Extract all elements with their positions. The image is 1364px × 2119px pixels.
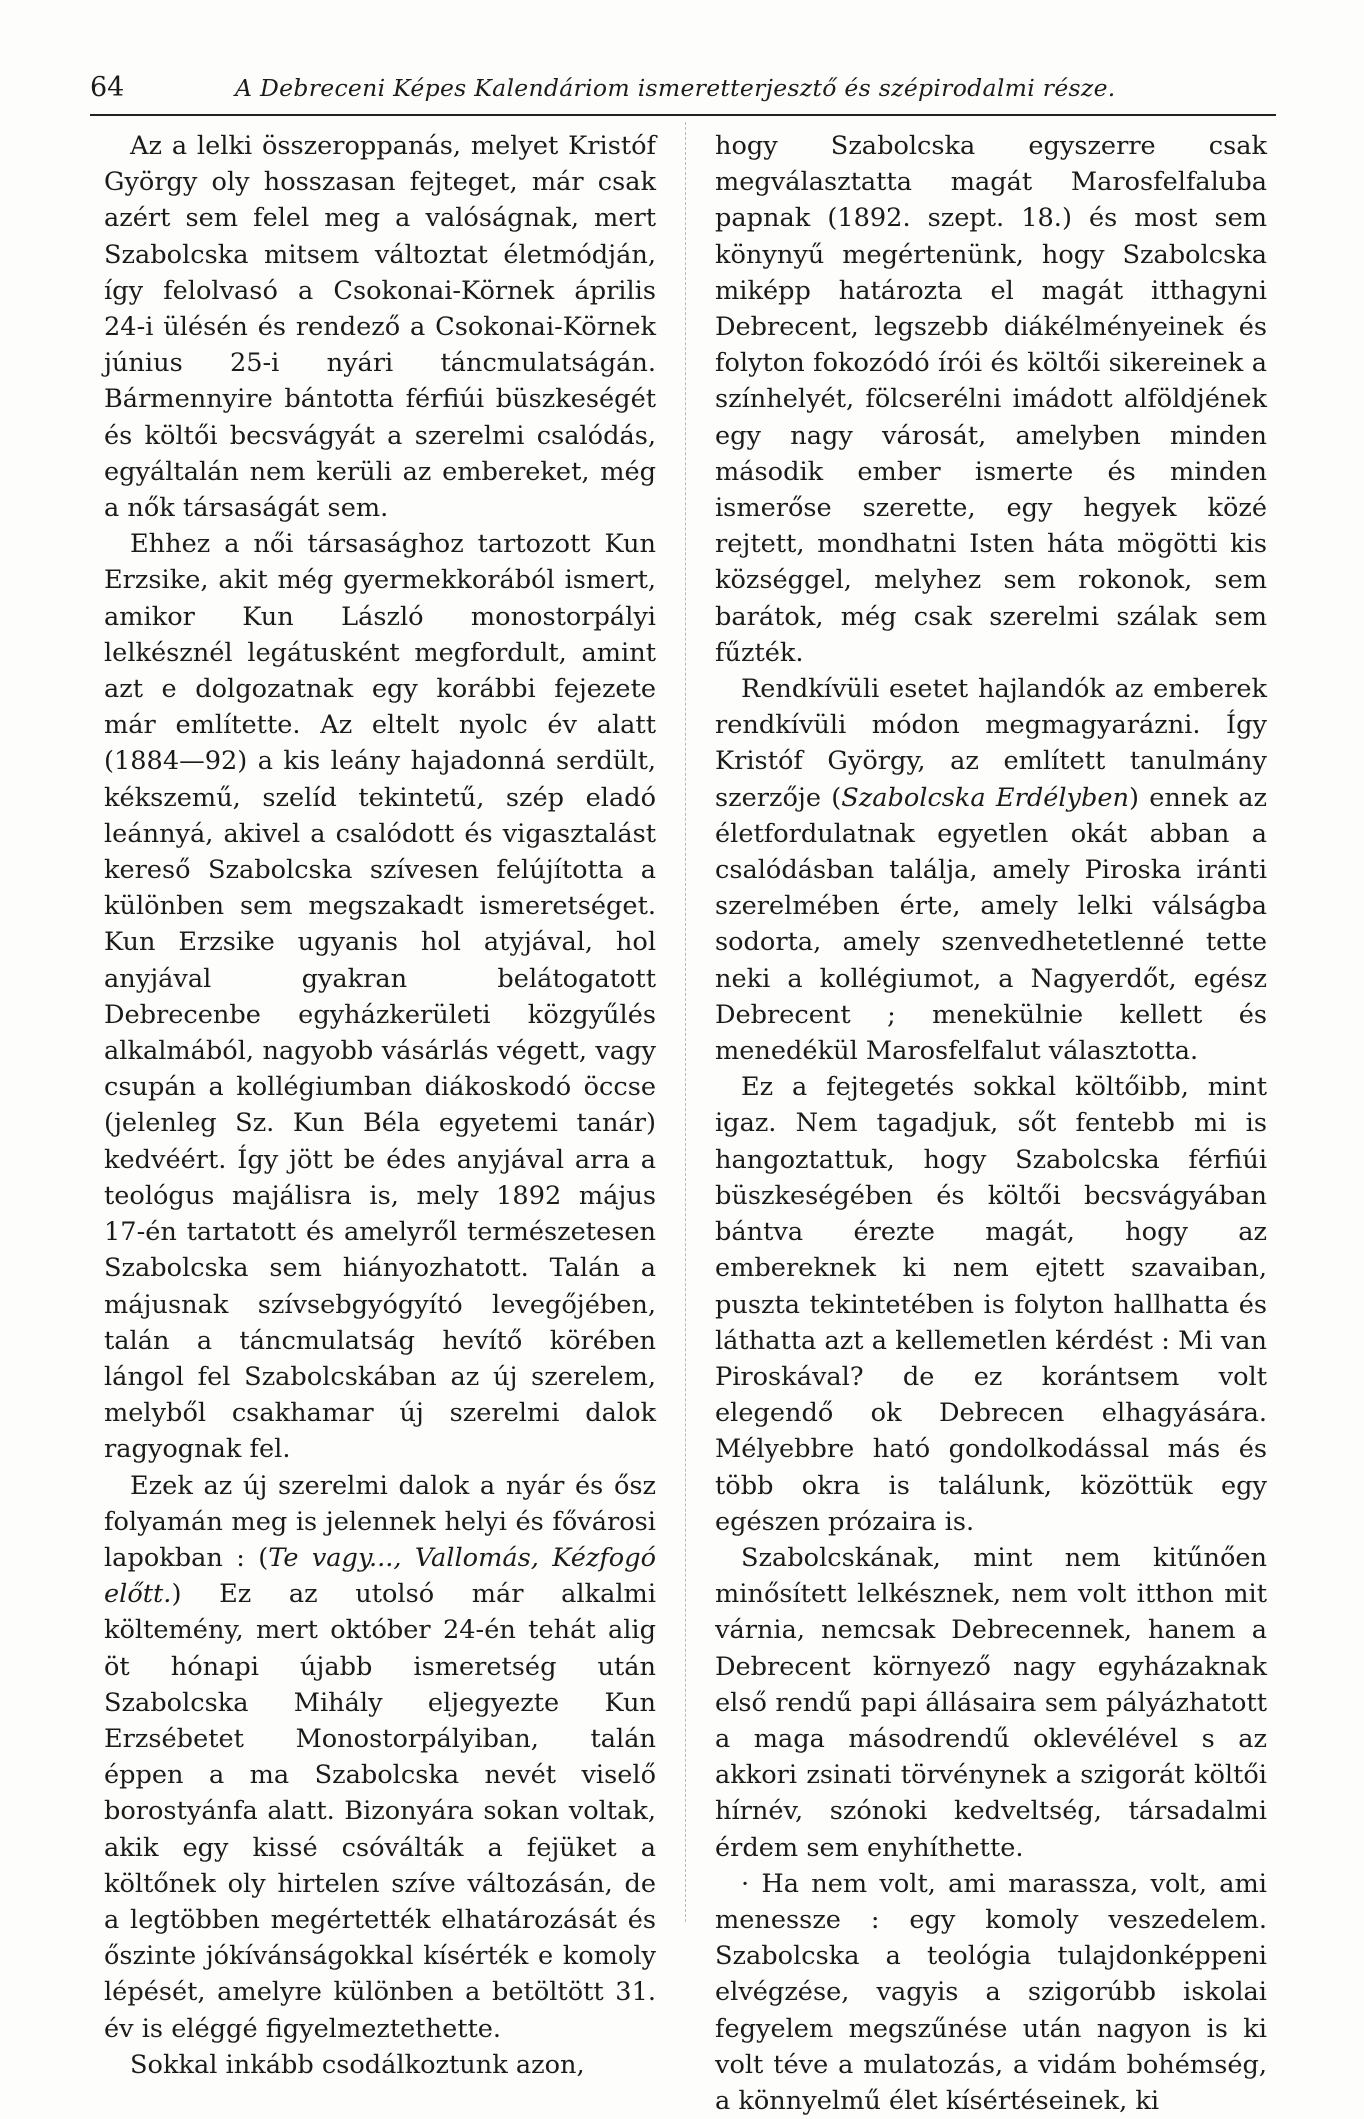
paragraph-text: Ezek az új szerelmi dalok a nyár és ősz folyamán meg is jelennek helyi és fővárosi lapokban : (: [104, 1470, 656, 1573]
paragraph-text: ) ennek az életfordulatnak egyetlen okát abban a csalódásban találja, amely Piroska iránti szerelmében érte, amely lelki válságba sodorta, amely szenvedhetetlenné tette neki a kollégiumot, a Nagyerdőt, egész Debrecent ; menekülnie kellett és menedékül Marosfelfalut választotta.: [715, 782, 1267, 1067]
paragraph: · Ha nem volt, ami marassza, volt, ami menessze : egy komoly veszedelem. Szabolcska a teológia tulajdonképpeni elvégzése, vagyis a szigorúbb iskolai fegyelem megszűnése után nagyon is ki volt téve a mulatozás, a vidám bohémség, a könnyelmű élet kísértéseinek, ki: [715, 1868, 1267, 2116]
italic-titles: Te vagy..., Vallomás, Kézfogó előtt.: [104, 1542, 657, 1610]
paragraph: Sokkal inkább csodálkoztunk azon,: [130, 2049, 585, 2080]
paragraph-text: ) Ez az utolsó már alkalmi költemény, mert október 24-én tehát alig öt hónapi újabb ismeretség után Szabolcska Mihály eljegyezte Kun Erzsébetet Monostorpályiban, talán éppen a ma Szabolcska nevét viselő borostyánfa alatt. Bizonyára sokan voltak, akik egy kissé csóválták a fejüket a költőnek oly hirtelen szíve változásán, de a legtöbben megértették elhatározását és őszinte jókívánságokkal kísérték e komoly lépését, amelyre különben a betöltött 31. év is eléggé figyelmeztethette.: [104, 1579, 656, 2044]
left-column: [104, 128, 657, 2080]
running-title: A Debreceni Képes Kalendáriom ismeretterjesztő és szépirodalmi része.: [235, 74, 1116, 102]
page-header: [90, 70, 1276, 116]
paragraph: [104, 1468, 656, 2047]
column-divider: [685, 122, 686, 1922]
paragraph: Az a lelki összeroppanás, melyet Kristóf György oly hosszasan fejteget, már csak azért sem felel meg a valóságnak, mert Szabolcska mitsem változtat életmódján, így felolvasó a Csokonai-Körnek április 24-i ülésén és rendező a Csokonai-Körnek június 25-i nyári táncmulatságán. Bármennyire bántotta férfiúi büszkeségét és költői becsvágyát a szerelmi csalódás, egyáltalán nem kerüli az embereket, még a nők társaságát sem.: [104, 131, 656, 524]
paragraph: hogy Szabolcska egyszerre csak megválasztatta magát Marosfelfaluba papnak (1892. szept. 18.) és most sem könynyű megértenünk, hogy Szabolcska miképp határozta el magát itthagyni Debrecent, legszebb diákélményeinek és folyton fokozódó írói és költői sikereinek a színhelyét, fölcserélni imádott alföldjének egy nagy városát, amelyben minden második ember ismerte és minden ismerőse szerette, egy hegyek közé rejtett, mondhatni Isten háta mögötti kis községgel, melyhez sem rokonok, sem barátok, még csak szerelmi szálak sem fűzték.: [715, 131, 1267, 668]
paragraph: Ehhez a női társasághoz tartozott Kun Erzsike, akit még gyermekkorából ismert, amikor Kun László monostorpályi lelkésznél legátusként megfordult, amint azt e dolgozatnak egy korábbi fejezete már említette. Az eltelt nyolc év alatt (1884—92) a kis leány hajadonná serdült, kékszemű, szelíd tekintetű, szép eladó leánnyá, akivel a csalódott és vigasztalást kereső Szabolcska szívesen felújította a különben sem megszakadt ismeretséget. Kun Erzsike ugyanis hol atyjával, hol anyjával gyakran belátogatott Debrecenbe egyházkerületi közgyűlés alkalmából, nagyobb vásárlás végett, vagy csupán a kollégiumban diákoskodó öccse (jelenleg Sz. Kun Béla egyetemi tanár) kedvéért. Így jött be édes anyjával arra a teológus majálisra is, mely 1892 május 17-én tartatott és amelyről természetesen Szabolcska sem hiányozhatott. Talán a májusnak szívsebgyógyító levegőjében, talán a táncmulatság hevítő körében lángol fel Szabolcskában az új szerelem, melyből csakhamar új szerelmi dalok ragyognak fel.: [104, 529, 656, 1465]
paragraph: Szabolcskának, mint nem kitűnően minősített lelkésznek, nem volt itthon mit várnia, nemcsak Debrecennek, hanem a Debrecent környező nagy egyházaknak első rendű papi állásaira sem pályázhatott a maga másodrendű oklevélével s az akkori zsinati törvénynek a szigorát költői hírnév, szónoki kedveltség, társadalmi érdem sem enyhíthette.: [715, 1542, 1267, 1863]
page-number: 64: [90, 72, 125, 103]
paragraph: [715, 671, 1267, 1069]
italic-title: Szabolcska Erdélyben: [841, 782, 1130, 813]
paragraph: Ez a fejtegetés sokkal költőibb, mint igaz. Nem tagadjuk, sőt fentebb mi is hangoztattuk, hogy Szabolcska férfiúi büszkeségében és költői becsvágyában bántva érezte magát, hogy az embereknek ki nem ejtett szavaiban, puszta tekintetében is folyton hallhatta és láthatta azt a kellemetlen kérdést : Mi van Piroskával? de ez korántsem volt elegendő ok Debrecen elhagyására. Mélyebbre ható gondolkodással más és több okra is találunk, közöttük egy egészen prózaira is.: [715, 1072, 1267, 1537]
right-column: [715, 128, 1267, 2116]
paragraph-text: Rendkívüli esetet hajlandók az emberek rendkívüli módon megmagyarázni. Így Kristóf György, az említett tanulmány szerzője (: [715, 674, 1267, 813]
